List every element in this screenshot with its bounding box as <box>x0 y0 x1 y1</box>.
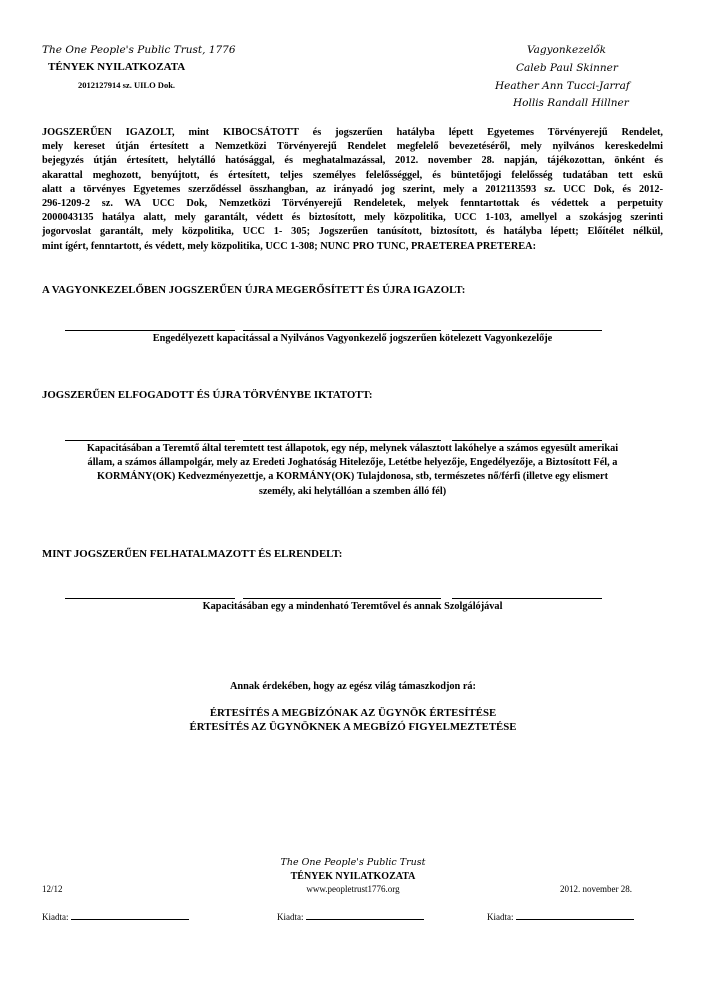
section-title-reaffirmed: A VAGYONKEZELŐBEN JOGSZERŰEN ÚJRA MEGERŐSÍTETT ÉS ÚJRA IGAZOLT: <box>42 284 466 296</box>
issued-label: Kiadta: <box>487 912 514 922</box>
issued-label: Kiadta: <box>277 912 304 922</box>
signature-line <box>243 440 441 441</box>
website: www.peopletrust1776.org <box>306 884 400 894</box>
caption-line: állam, a számos állampolgár, mely az Eredeti Joghatóság Hitelezője, Letétbe helyezője, Engedélyezője, a Biztosított Fél, a <box>87 457 618 469</box>
footer-date: 2012. november 28. <box>560 884 632 894</box>
issued-field <box>277 910 424 922</box>
notice-to-principal: ÉRTESÍTÉS A MEGBÍZÓNAK AZ ÜGYNÖK ÉRTESÍTÉSE <box>209 707 497 719</box>
signature-line <box>65 440 235 441</box>
paragraph-line: mely kereset útján értesített a Nemzetközi Törvényerejű Rendelet megfelelő bevezetéséről, mely nyilvános kereskedelmi <box>42 141 663 153</box>
page-number: 12/12 <box>42 884 63 894</box>
signature-line <box>65 598 235 599</box>
signature-line <box>452 440 602 441</box>
notice-to-agent: ÉRTESÍTÉS AZ ÜGYNÖKNEK A MEGBÍZÓ FIGYELMEZTETÉSE <box>189 721 517 733</box>
issued-label: Kiadta: <box>42 912 69 922</box>
closing-intro: Annak érdekében, hogy az egész világ támaszkodjon rá: <box>230 681 476 692</box>
signature-line <box>243 330 441 331</box>
document-title: TÉNYEK NYILATKOZATA <box>48 61 186 73</box>
signature-caption <box>42 442 663 499</box>
paragraph-line: JOGSZERŰEN IGAZOLT, mint KIBOCSÁTOTT és jogszerűen hatályba lépett Egyetemes Törvényerejű Rendelet, <box>42 127 663 138</box>
trustee-name: Caleb Paul Skinner <box>516 62 618 74</box>
issued-field <box>42 910 189 922</box>
paragraph-line: 2000043135 hatálya alatt, mely garantált, védett és biztosított, mely közpolitika, UCC 1-103, amellyel a szokásjog szerinti <box>42 212 663 224</box>
trustee-name: Heather Ann Tucci-Jarraf <box>495 80 630 92</box>
paragraph-line: jogorvoslat garantált, mely közpolitika, UCC 1- 305; Jogszerűen tanúsított, biztosított, és hatályba lépett; Előítélet nélkül, <box>42 226 663 238</box>
signature-line <box>452 598 602 599</box>
footer-title: TÉNYEK NYILATKOZATA <box>290 871 416 882</box>
section-title-reenacted: JOGSZERŰEN ELFOGADOTT ÉS ÚJRA TÖRVÉNYBE IKTATOTT: <box>42 389 373 401</box>
signature-caption: Engedélyezett kapacitással a Nyilvános Vagyonkezelő jogszerűen kötelezett Vagyonkezelője <box>152 333 553 344</box>
document-number: 2012127914 sz. UILO Dok. <box>78 80 176 90</box>
issued-line <box>306 910 424 920</box>
paragraph-line: alatt a törvényes Egyetemes szerződéssel összhangban, az irányadó jog szerint, mely a 2012113593 sz. UCC Dok, és 2012- <box>42 183 663 195</box>
issued-line <box>71 910 189 920</box>
caption-line: Kapacitásában a Teremtő által teremtett test állapotok, egy nép, melynek választott lakóhelye a számos egyesült amerikai <box>86 443 619 454</box>
paragraph-line: mint ígért, fenntartott, és védett, mely közpolitika, UCC 1-308; NUNC PRO TUNC, PRAETEREA PRETEREA: <box>42 240 537 252</box>
issued-field <box>487 910 634 922</box>
signature-line <box>65 330 235 331</box>
signature-lines <box>65 598 605 599</box>
issued-line <box>516 910 634 920</box>
trust-name: The One People's Public Trust, 1776 <box>42 44 236 56</box>
footer-trust-name: The One People's Public Trust <box>280 857 426 868</box>
signature-lines <box>65 330 605 331</box>
signature-line <box>243 598 441 599</box>
caption-line: személy, aki helytállóan a szemben álló fél) <box>258 485 447 497</box>
trustee-name: Hollis Randall Hillner <box>513 97 629 109</box>
paragraph-line: 296-1209-2 sz. WA UCC Dok, Nemzetközi Törvényerejű Rendeletek, melyek fenntartottak és védettek a perpetuity <box>42 198 663 210</box>
paragraph-line: bejegyzés útján értesített, helytálló hatósággal, és meghatalmazással, 2012. november 28. napján, tájékozottan, önként és <box>42 155 663 167</box>
signature-lines <box>65 440 605 441</box>
signature-line <box>452 330 602 331</box>
section-title-authorized: MINT JOGSZERŰEN FELHATALMAZOTT ÉS ELRENDELT: <box>42 548 343 560</box>
signature-caption: Kapacitásában egy a mindenható Teremtővel és annak Szolgálójával <box>202 601 503 612</box>
declaration-paragraph <box>42 126 663 254</box>
caption-line: KORMÁNY(OK) Kedvezményezettje, a KORMÁNY(OK) Tulajdonosa, stb, természetes nő/férfi (illetve egy elismert <box>97 471 608 483</box>
paragraph-line: akarattal meghozott, benyújtott, és értesített, teljes személyes felelősséggel, és büntetőjogi felelősség tudatában tett eskü <box>42 169 663 181</box>
trustees-label: Vagyonkezelők <box>527 44 606 56</box>
